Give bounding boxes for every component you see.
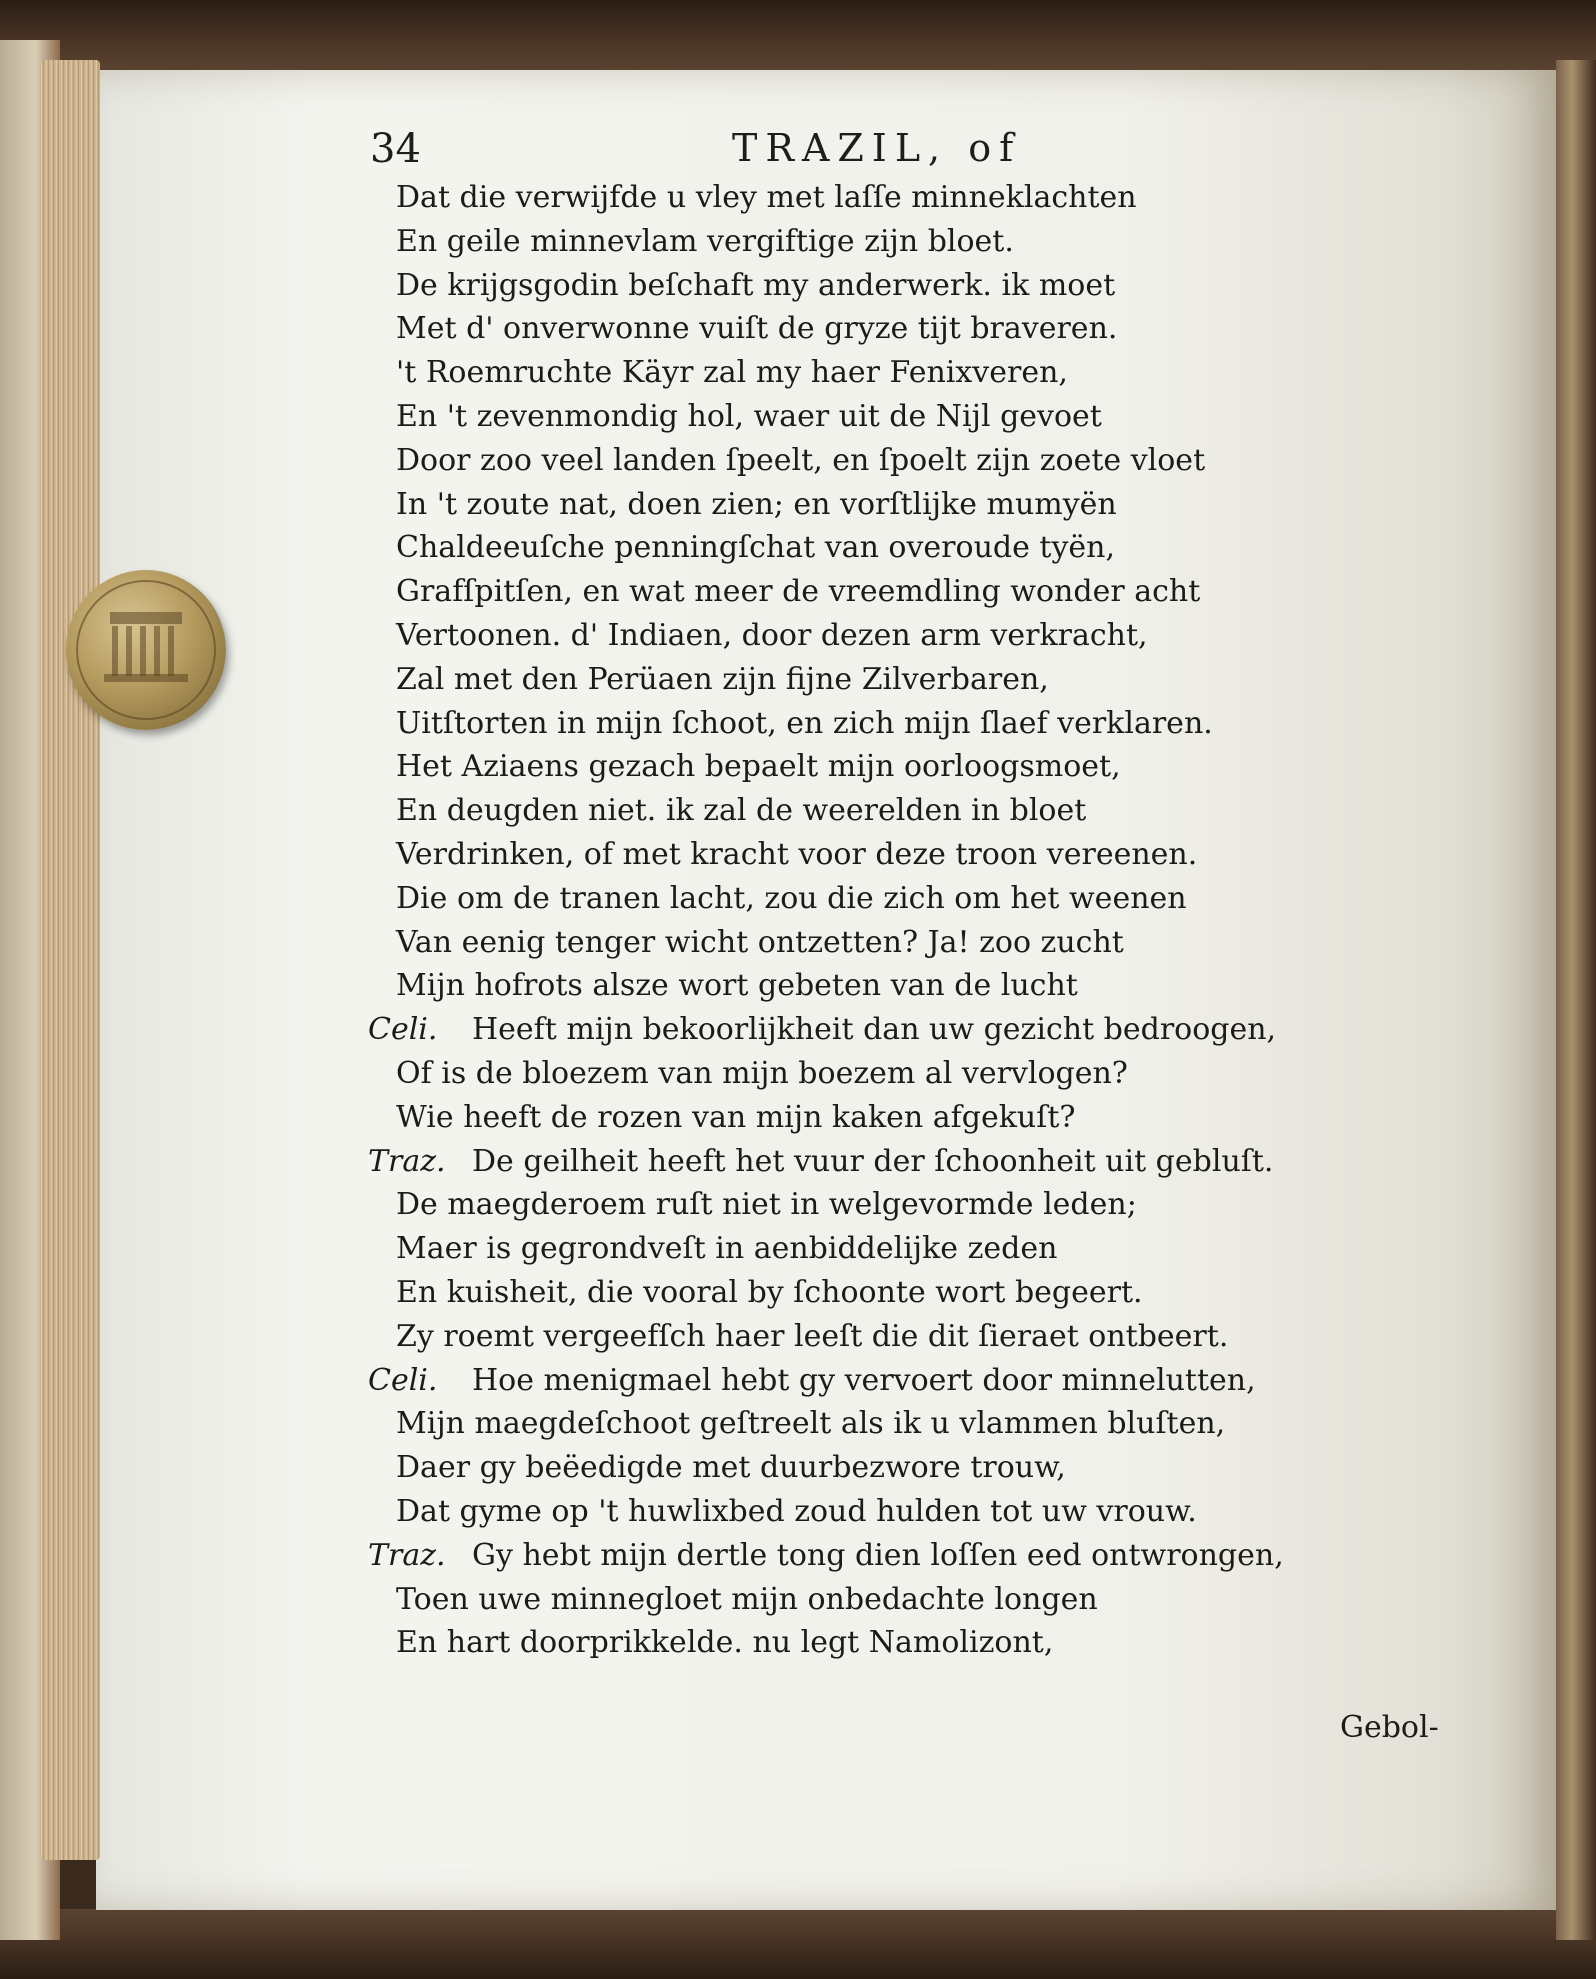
verse-text-line: Grafſpitſen, en wat meer de vreemdling wonder acht (396, 574, 1201, 610)
verse-line (368, 1008, 1466, 1052)
verse-line (376, 921, 1466, 965)
verse-line (376, 745, 1466, 789)
verse-line (376, 877, 1466, 921)
verse-line (376, 1402, 1466, 1446)
verse-text-line: Verdrinken, of met kracht voor deze troon vereenen. (396, 836, 1198, 872)
verse-line (376, 702, 1466, 746)
verse-text-line: Maer is gegrondveſt in aenbiddelijke zeden (396, 1231, 1058, 1267)
speaker-label: Celi. (368, 1012, 438, 1048)
verse-text-line: Daer gy beëedigde met duurbezwore trouw, (396, 1450, 1066, 1486)
verse-text-line: Hoe menigmael hebt gy vervoert door minnelutten, (472, 1362, 1256, 1398)
speaker-label: Traz. (368, 1143, 446, 1179)
verse-text-line: Heeft mijn bekoorlijkheit dan uw gezicht bedroogen, (472, 1012, 1277, 1048)
verse-text-line: De krijgsgodin beſchaft my anderwerk. ik moet (396, 267, 1116, 303)
verse-text-line: Of is de bloezem van mijn boezem al vervlogen? (396, 1055, 1128, 1091)
verse-line (376, 1446, 1466, 1490)
verse-line (376, 570, 1466, 614)
verse-text-line: Gy hebt mijn dertle tong dien loſſen eed ontwrongen, (472, 1537, 1284, 1573)
page-header (370, 126, 1270, 176)
page-number: 34 (370, 126, 421, 172)
verse-text-line: En deugden niet. ik zal de weerelden in bloet (396, 793, 1087, 829)
verse-text-line: Het Aziaens gezach bepaelt mijn oorloogsmoet, (396, 749, 1121, 785)
verse-line (376, 176, 1466, 220)
verse-line (376, 1227, 1466, 1271)
verse-line (376, 1271, 1466, 1315)
verse-text-line: Door zoo veel landen ſpeelt, en ſpoelt zijn zoete vloet (396, 442, 1206, 478)
verse-line (376, 351, 1466, 395)
verse-text-line: De maegderoem ruſt niet in welgevormde leden; (396, 1187, 1137, 1223)
verse-line (376, 395, 1466, 439)
verse-text-line: Met d' onverwonne vuiſt de gryze tijt braveren. (396, 311, 1118, 347)
verse-text-line: Zy roemt vergeefſch haer leeſt die dit ſieraet ontbeert. (396, 1318, 1229, 1354)
verse-text-line: Mijn maegdeſchoot geſtreelt als ik u vlammen bluſten, (396, 1406, 1226, 1442)
speaker-label: Traz. (368, 1537, 446, 1573)
verse-line (376, 1315, 1466, 1359)
verse-line (368, 1534, 1466, 1578)
verse-line (376, 614, 1466, 658)
verse-text-line: Vertoonen. d' Indiaen, door dezen arm verkracht, (396, 617, 1148, 653)
verse-text-line: 't Roemruchte Käyr zal my haer Fenixveren, (396, 355, 1068, 391)
verse-text (368, 176, 1466, 1665)
verse-line (376, 307, 1466, 351)
verse-text-line: Uitſtorten in mijn ſchoot, en zich mijn ſlaef verklaren. (396, 705, 1213, 741)
page-stack-edge (40, 60, 100, 1860)
coin (66, 570, 226, 730)
verse-line (376, 1490, 1466, 1534)
verse-line (376, 658, 1466, 702)
verse-line (376, 526, 1466, 570)
verse-line (376, 220, 1466, 264)
verse-text-line: Dat die verwijfde u vley met laſſe minneklachten (396, 180, 1137, 215)
verse-line (368, 1359, 1466, 1403)
verse-text-line: In 't zoute nat, doen zien; en vorſtlijke mumyën (396, 486, 1117, 522)
verse-text-line: Dat gyme op 't huwlixbed zoud hulden tot uw vrouw. (396, 1493, 1197, 1529)
verse-text-line: Chaldeeuſche penningſchat van overoude tyën, (396, 530, 1116, 566)
verse-text-line: Wie heeft de rozen van mijn kaken afgekuſt? (396, 1099, 1076, 1135)
verse-line (376, 1052, 1466, 1096)
verse-text-line: En kuisheit, die vooral by ſchoonte wort begeert. (396, 1274, 1143, 1310)
verse-text-line: Zal met den Perüaen zijn fijne Zilverbaren, (396, 661, 1049, 697)
coin-gate-emblem (104, 612, 188, 682)
verse-line (376, 1578, 1466, 1622)
wooden-surface-top (0, 0, 1596, 70)
verse-line (368, 1140, 1466, 1184)
verse-line (376, 1096, 1466, 1140)
verse-text-line: En hart doorprikkelde. nu legt Namolizont, (396, 1625, 1054, 1661)
verse-text-line: Van eenig tenger wicht ontzetten? Ja! zoo zucht (396, 924, 1124, 960)
wooden-surface-bottom (0, 1909, 1596, 1979)
verse-line (376, 483, 1466, 527)
right-page-edge (1556, 60, 1596, 1940)
verse-text-line: Mijn hofrots alsze wort gebeten van de lucht (396, 968, 1078, 1004)
verse-line (376, 789, 1466, 833)
verse-text-line: Toen uwe minnegloet mijn onbedachte longen (396, 1581, 1098, 1617)
verse-text-line: En geile minnevlam vergiftige zijn bloet. (396, 223, 1014, 259)
speaker-label: Celi. (368, 1362, 438, 1398)
verse-line (376, 1621, 1466, 1665)
verse-text-line: En 't zevenmondig hol, waer uit de Nijl gevoet (396, 398, 1102, 434)
verse-text-line: De geilheit heeft het vuur der ſchoonheit uit gebluſt. (472, 1143, 1274, 1179)
catchword: Gebol- (1340, 1710, 1439, 1745)
running-title: TRAZIL, of (732, 126, 1022, 170)
verse-line (376, 264, 1466, 308)
verse-line (376, 439, 1466, 483)
verse-line (376, 964, 1466, 1008)
verse-text-line: Die om de tranen lacht, zou die zich om het weenen (396, 880, 1187, 916)
verse-line (376, 1183, 1466, 1227)
verse-line (376, 833, 1466, 877)
